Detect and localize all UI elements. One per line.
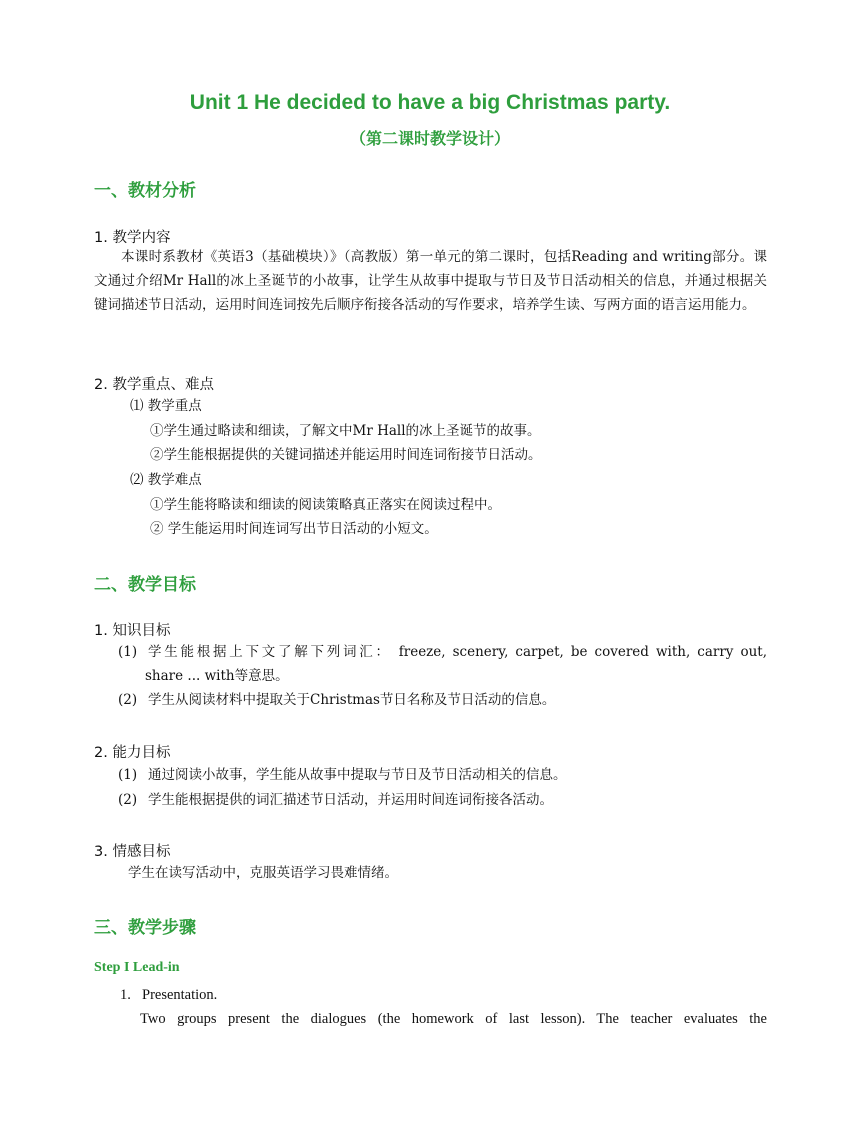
list-number: (2) (118, 792, 138, 808)
difficulty-label: ⑵ 教学难点 (130, 472, 202, 488)
step-item-label: Presentation. (142, 987, 218, 1003)
ability-item: 通过阅读小故事，学生能从故事中提取与节日及节日活动相关的信息。 (148, 767, 567, 783)
step-item-text: Two groups present the dialogues (the homework of last lesson). The teacher evaluates the (140, 1011, 767, 1027)
list-number: 1. (120, 987, 131, 1003)
subheading-ability-objectives: 2. 能力目标 (94, 745, 171, 761)
section-heading-teaching-steps: 三、教学步骤 (94, 918, 196, 938)
step-heading: Step I Lead-in (94, 960, 180, 975)
list-number: (1) (118, 644, 138, 660)
knowledge-item: 学生能根据上下文了解下列词汇： freeze, scenery, carpet, be covered with, carry out, (148, 644, 767, 660)
list-number: (1) (118, 767, 138, 783)
section-heading-textbook-analysis: 一、教材分析 (94, 181, 196, 201)
subheading-key-points: 2. 教学重点、难点 (94, 377, 214, 393)
teaching-content-paragraph: 本课时系教材《英语3（基础模块）》（高教版）第一单元的第二课时，包括Reading and writing部分。课文通过介绍Mr Hall的冰上圣诞节的小故事，让学生从故事中提取与节日及节日活动相关的信息，并通过根据关键词描述节日活动，运用时间连词按先后顺序衔接各活动的写作要求，培养学生读、写两方面的语言运用能力。 (94, 249, 767, 313)
focus-label: ⑴ 教学重点 (130, 398, 202, 414)
document-subtitle: （第二课时教学设计） (349, 129, 510, 148)
difficulty-item: ①学生能将略读和细读的阅读策略真正落实在阅读过程中。 (150, 497, 501, 513)
subheading-emotional-objectives: 3. 情感目标 (94, 844, 171, 860)
section-heading-teaching-objectives: 二、教学目标 (94, 575, 196, 595)
difficulty-item: ② 学生能运用时间连词写出节日活动的小短文。 (150, 521, 438, 537)
ability-item: 学生能根据提供的词汇描述节日活动，并运用时间连词衔接各活动。 (148, 792, 553, 808)
emotional-objective-text: 学生在读写活动中，克服英语学习畏难情绪。 (128, 865, 398, 881)
focus-item: ①学生通过略读和细读，了解文中Mr Hall的冰上圣诞节的故事。 (150, 423, 541, 439)
knowledge-item: 学生从阅读材料中提取关于Christmas节日名称及节日活动的信息。 (148, 692, 556, 708)
focus-item: ②学生能根据提供的关键词描述并能运用时间连词衔接节日活动。 (150, 447, 542, 463)
document-title: Unit 1 He decided to have a big Christmas party. (189, 91, 671, 114)
list-number: (2) (118, 692, 138, 708)
knowledge-item-continuation: share ... with等意思。 (145, 668, 289, 684)
subheading-teaching-content: 1. 教学内容 (94, 230, 171, 246)
subheading-knowledge-objectives: 1. 知识目标 (94, 623, 171, 639)
